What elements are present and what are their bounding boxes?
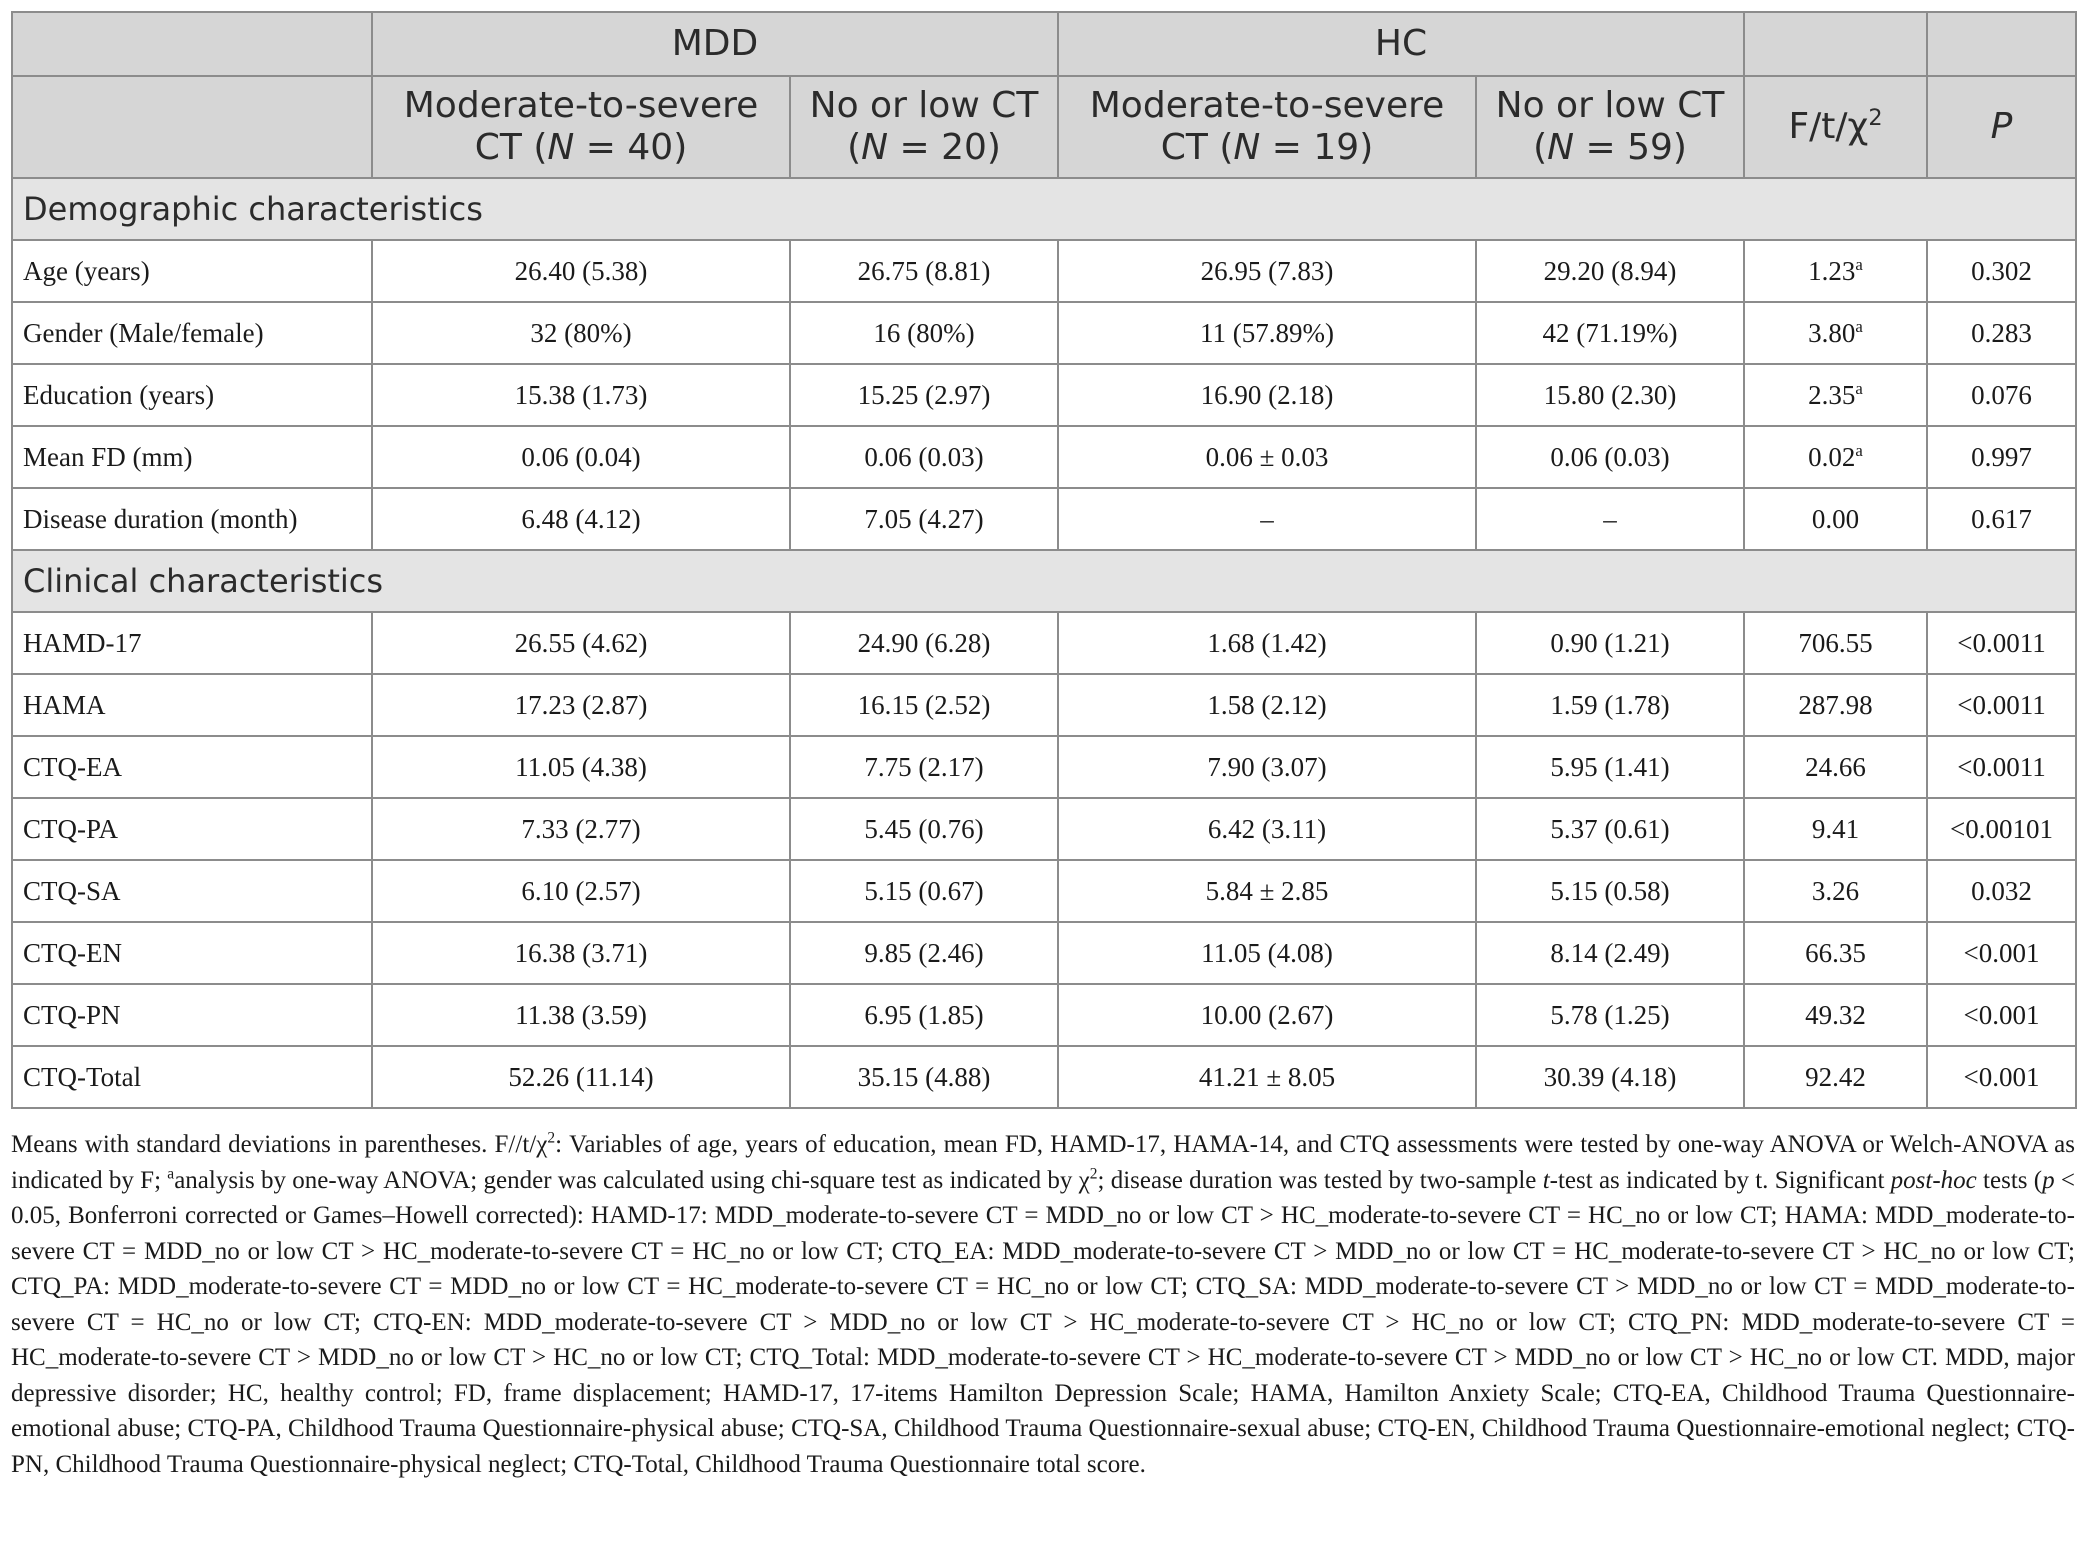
cell-stat xyxy=(1744,488,1927,550)
cell-stat xyxy=(1744,674,1927,736)
header-blank-cell xyxy=(1744,12,1927,76)
table-row xyxy=(12,798,2076,860)
cell-stat xyxy=(1744,736,1927,798)
cell-mdd-moderate-severe: 6.48 (4.12) xyxy=(372,488,790,550)
cell-stat xyxy=(1744,922,1927,984)
cell-hc-moderate-severe: 16.90 (2.18) xyxy=(1058,364,1476,426)
cell-mdd-no-low: 7.75 (2.17) xyxy=(790,736,1058,798)
cell-p: <0.0011 xyxy=(1927,612,2076,674)
stat-superscript: a xyxy=(1855,378,1863,398)
cell-hc-moderate-severe: 26.95 (7.83) xyxy=(1058,240,1476,302)
cell-mdd-moderate-severe: 32 (80%) xyxy=(372,302,790,364)
cell-mdd-moderate-severe: 26.40 (5.38) xyxy=(372,240,790,302)
cell-hc-no-low: – xyxy=(1476,488,1744,550)
col-mdd-no-low: No or low CT (N = 20) xyxy=(790,76,1058,178)
cell-mdd-moderate-severe: 52.26 (11.14) xyxy=(372,1046,790,1108)
row-label: Mean FD (mm) xyxy=(12,426,372,488)
cell-hc-moderate-severe: 7.90 (3.07) xyxy=(1058,736,1476,798)
cell-mdd-no-low: 0.06 (0.03) xyxy=(790,426,1058,488)
cell-stat xyxy=(1744,612,1927,674)
stat-value: 287.98 xyxy=(1798,689,1873,720)
table-row xyxy=(12,488,2076,550)
table-row xyxy=(12,736,2076,798)
row-label: CTQ-PN xyxy=(12,984,372,1046)
cell-stat xyxy=(1744,240,1927,302)
cell-hc-moderate-severe: 11 (57.89%) xyxy=(1058,302,1476,364)
table-row xyxy=(12,364,2076,426)
cell-p: 0.302 xyxy=(1927,240,2076,302)
row-label: Disease duration (month) xyxy=(12,488,372,550)
table-row xyxy=(12,922,2076,984)
row-label: Age (years) xyxy=(12,240,372,302)
stat-value: 706.55 xyxy=(1798,627,1873,658)
cell-p: 0.032 xyxy=(1927,860,2076,922)
cell-mdd-no-low: 16.15 (2.52) xyxy=(790,674,1058,736)
header-blank-cell xyxy=(12,76,372,178)
cell-hc-no-low: 5.15 (0.58) xyxy=(1476,860,1744,922)
table-row xyxy=(12,240,2076,302)
cell-p: <0.001 xyxy=(1927,984,2076,1046)
cell-p: <0.0011 xyxy=(1927,674,2076,736)
header-blank-cell xyxy=(12,12,372,76)
cell-hc-moderate-severe: 41.21 ± 8.05 xyxy=(1058,1046,1476,1108)
cell-p: 0.076 xyxy=(1927,364,2076,426)
stat-superscript: a xyxy=(1855,316,1863,336)
cell-mdd-no-low: 16 (80%) xyxy=(790,302,1058,364)
stat-value: 1.23 xyxy=(1808,255,1856,286)
cell-mdd-no-low: 5.45 (0.76) xyxy=(790,798,1058,860)
stat-value: 3.26 xyxy=(1811,875,1860,906)
stat-superscript: a xyxy=(1855,440,1863,460)
col-hc-no-low: No or low CT (N = 59) xyxy=(1476,76,1744,178)
cell-mdd-no-low: 35.15 (4.88) xyxy=(790,1046,1058,1108)
cell-stat xyxy=(1744,1046,1927,1108)
cell-hc-moderate-severe: 1.68 (1.42) xyxy=(1058,612,1476,674)
section-row xyxy=(12,550,2076,612)
cell-p: 0.617 xyxy=(1927,488,2076,550)
row-label: CTQ-EN xyxy=(12,922,372,984)
table-row xyxy=(12,984,2076,1046)
cell-hc-no-low: 5.78 (1.25) xyxy=(1476,984,1744,1046)
row-label: CTQ-EA xyxy=(12,736,372,798)
cell-p: <0.00101 xyxy=(1927,798,2076,860)
table-row xyxy=(12,612,2076,674)
table-container xyxy=(11,11,2075,1482)
row-label: HAMA xyxy=(12,674,372,736)
cell-p: <0.001 xyxy=(1927,922,2076,984)
table-row xyxy=(12,426,2076,488)
stat-value: 2.35 xyxy=(1808,379,1856,410)
cell-mdd-moderate-severe: 15.38 (1.73) xyxy=(372,364,790,426)
row-label: HAMD-17 xyxy=(12,612,372,674)
stat-value: 3.80 xyxy=(1808,317,1856,348)
cell-mdd-no-low: 15.25 (2.97) xyxy=(790,364,1058,426)
stat-value: 0.00 xyxy=(1811,503,1860,534)
row-label: Education (years) xyxy=(12,364,372,426)
cell-hc-no-low: 30.39 (4.18) xyxy=(1476,1046,1744,1108)
cell-hc-no-low: 29.20 (8.94) xyxy=(1476,240,1744,302)
cell-stat xyxy=(1744,984,1927,1046)
cell-mdd-moderate-severe: 11.05 (4.38) xyxy=(372,736,790,798)
cell-hc-moderate-severe: – xyxy=(1058,488,1476,550)
table-row xyxy=(12,302,2076,364)
cell-hc-no-low: 0.06 (0.03) xyxy=(1476,426,1744,488)
cell-hc-moderate-severe: 11.05 (4.08) xyxy=(1058,922,1476,984)
section-heading: Demographic characteristics xyxy=(12,178,2076,240)
cell-mdd-no-low: 24.90 (6.28) xyxy=(790,612,1058,674)
cell-stat xyxy=(1744,426,1927,488)
stat-value: 9.41 xyxy=(1811,813,1860,844)
cell-hc-moderate-severe: 1.58 (2.12) xyxy=(1058,674,1476,736)
stat-value: 24.66 xyxy=(1805,751,1866,782)
cell-mdd-no-low: 7.05 (4.27) xyxy=(790,488,1058,550)
cell-p: <0.001 xyxy=(1927,1046,2076,1108)
subheader-row xyxy=(12,76,2076,178)
cell-mdd-no-low: 6.95 (1.85) xyxy=(790,984,1058,1046)
cell-p: 0.997 xyxy=(1927,426,2076,488)
stat-value: 92.42 xyxy=(1805,1061,1866,1092)
cell-p: 0.283 xyxy=(1927,302,2076,364)
table-row xyxy=(12,1046,2076,1108)
group-hc-header: HC xyxy=(1058,12,1744,76)
stat-superscript: a xyxy=(1855,254,1863,274)
cell-mdd-moderate-severe: 7.33 (2.77) xyxy=(372,798,790,860)
stat-value: 66.35 xyxy=(1805,937,1866,968)
cell-hc-moderate-severe: 6.42 (3.11) xyxy=(1058,798,1476,860)
cell-hc-no-low: 1.59 (1.78) xyxy=(1476,674,1744,736)
cell-hc-no-low: 5.37 (0.61) xyxy=(1476,798,1744,860)
cell-stat xyxy=(1744,860,1927,922)
row-label: CTQ-PA xyxy=(12,798,372,860)
cell-stat xyxy=(1744,798,1927,860)
cell-hc-no-low: 8.14 (2.49) xyxy=(1476,922,1744,984)
cell-hc-no-low: 5.95 (1.41) xyxy=(1476,736,1744,798)
row-label: CTQ-SA xyxy=(12,860,372,922)
cell-hc-moderate-severe: 5.84 ± 2.85 xyxy=(1058,860,1476,922)
col-p: P xyxy=(1927,76,2076,178)
col-hc-moderate-severe: Moderate-to-severe CT (N = 19) xyxy=(1058,76,1476,178)
section-row xyxy=(12,178,2076,240)
col-mdd-moderate-severe: Moderate-to-severe CT (N = 40) xyxy=(372,76,790,178)
cell-mdd-moderate-severe: 11.38 (3.59) xyxy=(372,984,790,1046)
cell-stat xyxy=(1744,302,1927,364)
stat-value: 49.32 xyxy=(1805,999,1866,1030)
cell-stat xyxy=(1744,364,1927,426)
section-heading: Clinical characteristics xyxy=(12,550,2076,612)
row-label: Gender (Male/female) xyxy=(12,302,372,364)
row-label: CTQ-Total xyxy=(12,1046,372,1108)
cell-mdd-moderate-severe: 0.06 (0.04) xyxy=(372,426,790,488)
data-table xyxy=(11,11,2077,1109)
cell-mdd-no-low: 26.75 (8.81) xyxy=(790,240,1058,302)
cell-mdd-moderate-severe: 26.55 (4.62) xyxy=(372,612,790,674)
cell-hc-moderate-severe: 10.00 (2.67) xyxy=(1058,984,1476,1046)
group-header-row xyxy=(12,12,2076,76)
stat-value: 0.02 xyxy=(1808,441,1856,472)
cell-mdd-moderate-severe: 17.23 (2.87) xyxy=(372,674,790,736)
header-blank-cell xyxy=(1927,12,2076,76)
table-footnote: Means with standard deviations in parentheses. $F//t/\chi^2$: Variables of age, years of education, mean FD, HAMD-17, HAMA-14, and CTQ assessments were tested by one-way ANOVA or Welch-ANOVA as indicated by F; $^a$analysis by one-way ANOVA; gender was calculated using chi-square test as indicated by $\chi^2$; disease duration was tested by two-sample t-test as indicated by t. Significant post-hoc tests (p < 0.05, Bonferroni corrected or Games–Howell corrected): HAMD-17: MDD_moderate-to-severe CT = MDD_no or low CT > HC_moderate-to-severe CT = HC_no or low CT; HAMA: MDD_moderate-to-severe CT = MDD_no or low CT > HC_moderate-to-severe CT = HC_no or low CT; CTQ_EA: MDD_moderate-to-severe CT > MDD_no or low CT = HC_moderate-to-severe CT > HC_no or low CT; CTQ_PA: MDD_moderate-to-severe CT = MDD_no or low CT = HC_moderate-to-severe CT = HC_no or low CT; CTQ_SA: MDD_moderate-to-severe CT > MDD_no or low CT = MDD_moderate-to-severe CT = HC_no or low CT; CTQ-EN: MDD_moderate-to-severe CT > MDD_no or low CT > HC_moderate-to-severe CT > HC_no or low CT; CTQ_PN: MDD_moderate-to-severe CT = HC_moderate-to-severe CT > MDD_no or low CT > HC_no or low CT; CTQ_Total: MDD_moderate-to-severe CT > HC_moderate-to-severe CT > MDD_no or low CT > HC_no or low CT. MDD, major depressive disorder; HC, healthy control; FD, frame displacement; HAMD-17, 17-items Hamilton Depression Scale; HAMA, Hamilton Anxiety Scale; CTQ-EA, Childhood Trauma Questionnaire-emotional abuse; CTQ-PA, Childhood Trauma Questionnaire-physical abuse; CTQ-SA, Childhood Trauma Questionnaire-sexual abuse; CTQ-EN, Childhood Trauma Questionnaire-emotional neglect; CTQ-PN, Childhood Trauma Questionnaire-physical neglect; CTQ-Total, Childhood Trauma Questionnaire total score. xyxy=(11,1129,2076,1478)
cell-hc-no-low: 42 (71.19%) xyxy=(1476,302,1744,364)
cell-p: <0.0011 xyxy=(1927,736,2076,798)
table-row xyxy=(12,674,2076,736)
cell-hc-no-low: 15.80 (2.30) xyxy=(1476,364,1744,426)
cell-hc-moderate-severe: 0.06 ± 0.03 xyxy=(1058,426,1476,488)
cell-mdd-moderate-severe: 6.10 (2.57) xyxy=(372,860,790,922)
cell-mdd-no-low: 5.15 (0.67) xyxy=(790,860,1058,922)
cell-mdd-no-low: 9.85 (2.46) xyxy=(790,922,1058,984)
cell-hc-no-low: 0.90 (1.21) xyxy=(1476,612,1744,674)
table-row xyxy=(12,860,2076,922)
group-mdd-header: MDD xyxy=(372,12,1058,76)
col-stat: $F/t/\chi^2$ xyxy=(1744,76,1927,178)
cell-mdd-moderate-severe: 16.38 (3.71) xyxy=(372,922,790,984)
